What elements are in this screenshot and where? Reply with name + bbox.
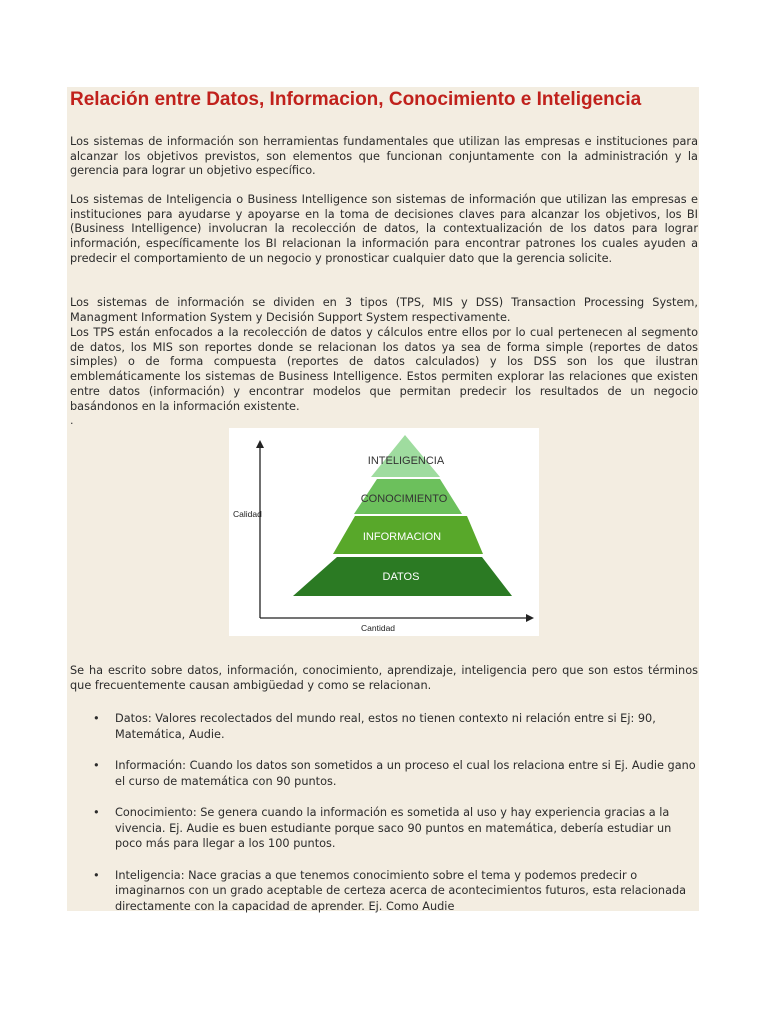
list-item-informacion — [93, 758, 699, 789]
paragraph-terms-intro: Se ha escrito sobre datos, información, conocimiento, aprendizaje, inteligencia pero que son estos términos que frecuentemente causan ambigüedad y como se relacionan. — [70, 664, 698, 692]
pyramid-figure — [229, 428, 539, 636]
paragraph-system-types: Los sistemas de información se dividen en 3 tipos (TPS, MIS y DSS) Transaction Processing System, Managment Information System y Decisión Support System respectivamente. — [70, 296, 698, 324]
paragraph-business-intelligence: Los sistemas de Inteligencia o Business Intelligence son sistemas de información que utilizan las empresas e instituciones para ayudarse y apoyarse en la toma de decisiones claves para alcanzar los objetivos, los BI (Business Intelligence) involucran la recolección de datos, la contextualización de los datos para lograr información, específicamente los BI relacionan la información para encontrar patrones los cuales ayuden a predecir el comportamiento de un negocio y pronosticar cualquier dato que la gerencia solicite. — [70, 193, 698, 265]
list-item-conocimiento — [93, 805, 699, 852]
paragraph-intro-systems: Los sistemas de información son herramientas fundamentales que utilizan las empresas e instituciones para alcanzar los objetivos previstos, son elementos que funcionan conjuntamente con la administración y la gerencia para lograr un objetivo específico. — [70, 135, 698, 178]
document-title: Relación entre Datos, Informacion, Conocimiento e Inteligencia — [70, 89, 642, 110]
x-axis-label: Cantidad — [361, 623, 396, 633]
pyramid-label-conocimiento: CONOCIMIENTO — [360, 493, 448, 505]
pyramid-label-informacion: INFORMACION — [362, 531, 442, 543]
list-item-text: Información: Cuando los datos son sometidos a un proceso el cual los relaciona entre si Ej. Audie gano el curso de matemática con 90 puntos. — [115, 759, 696, 788]
bullet-icon: • — [93, 712, 100, 725]
list-item-datos — [93, 711, 699, 742]
bullet-icon: • — [93, 868, 100, 882]
stray-dot: . — [70, 414, 74, 427]
paragraph-tps-mis-dss: Los TPS están enfocados a la recolección de datos y cálculos entre ellos por lo cual pertenecen al segmento de datos, los MIS son reportes donde se relacionan los datos ya sea de forma simple (reportes de datos simples) o de forma compuesta (reportes de datos calculados) y los DSS son los que ilustran emblemáticamente los sistemas de Business Intelligence. Estos permiten explorar las relaciones que existen entre datos (información) y encontrar modelos que permitan predecir los resultados de un negocio basándonos en la información existente. — [70, 326, 698, 413]
bullet-icon: • — [93, 806, 100, 819]
list-item-text: Conocimiento: Se genera cuando la información es sometida al uso y hay experiencia gracias a la vivencia. Ej. Audie es buen estudiante porque saco 90 puntos en matemática, debería estudiar un poco más para llegar a los 100 puntos. — [115, 806, 672, 850]
document-page — [67, 87, 699, 911]
y-axis-label: Calidad — [233, 509, 262, 519]
pyramid-diagram — [229, 428, 539, 636]
definitions-list — [93, 711, 699, 930]
list-item-text: Datos: Valores recolectados del mundo real, estos no tienen contexto ni relación entre si Ej: 90, Matemática, Audie. — [115, 712, 656, 741]
pyramid-label-inteligencia: INTELIGENCIA — [367, 455, 445, 467]
pyramid-label-datos: DATOS — [382, 571, 420, 583]
bullet-icon: • — [93, 759, 100, 772]
list-item-text: Inteligencia: Nace gracias a que tenemos conocimiento sobre el tema y podemos predecir o imaginarnos con un grado aceptable de certeza acerca de acontecimientos futuros, esta relacionada directamente con la capacidad de aprender. Ej. Como Audie — [115, 868, 687, 913]
list-item-inteligencia — [93, 868, 699, 915]
